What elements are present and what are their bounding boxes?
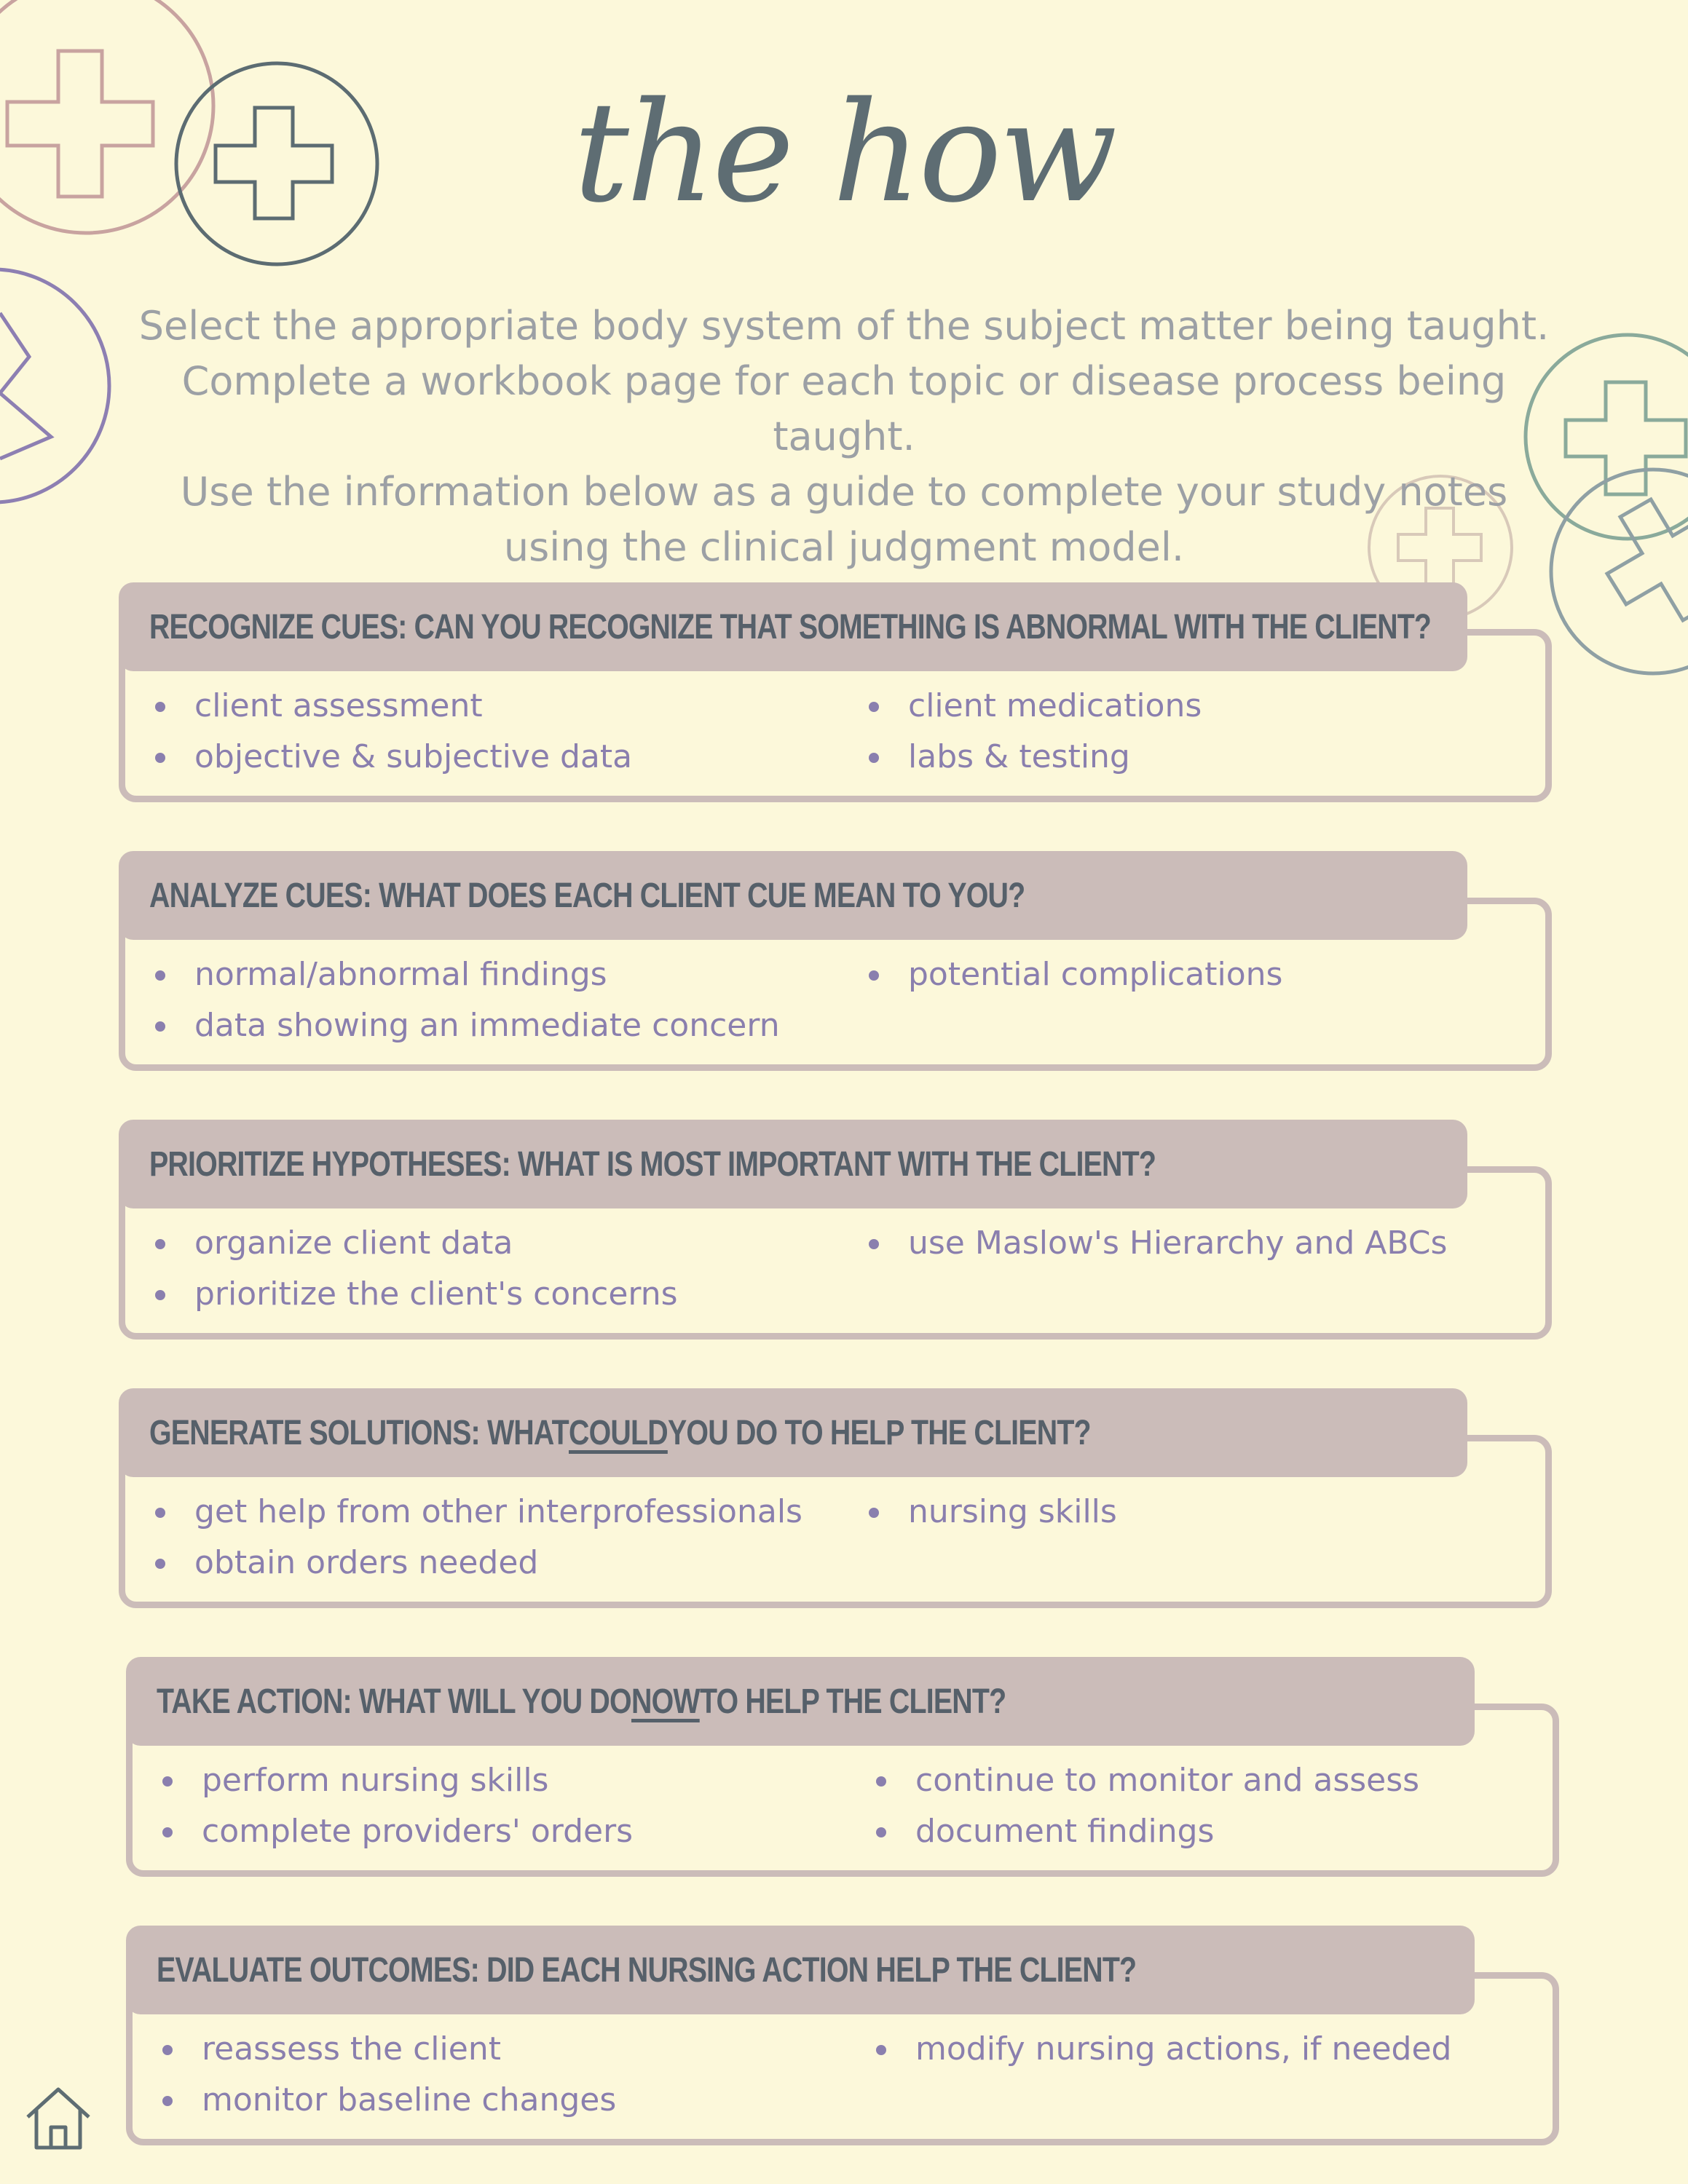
intro-line: Use the information below as a guide to complete your study notes xyxy=(180,469,1508,515)
list-item: modify nursing actions, if needed xyxy=(872,2027,1585,2071)
list-item: use Maslow's Hierarchy and ABCs xyxy=(864,1222,1578,1265)
step-bullets xyxy=(151,1490,1578,1585)
step-header-emphasis: NOW xyxy=(631,1682,700,1721)
list-item: reassess the client xyxy=(158,2027,872,2071)
step-header-text: EVALUATE OUTCOMES: DID EACH NURSING ACTION HELP THE CLIENT? xyxy=(157,1950,1137,1990)
step-header xyxy=(119,851,1467,940)
intro-text xyxy=(109,298,1579,575)
list-item: complete providers' orders xyxy=(158,1810,872,1853)
list-item: get help from other interprofessionals xyxy=(151,1490,864,1534)
intro-line: Select the appropriate body system of the subject matter being taught. xyxy=(138,303,1550,349)
list-item: continue to monitor and assess xyxy=(872,1759,1585,1803)
intro-line: Complete a workbook page for each topic or disease process being taught. xyxy=(181,358,1507,459)
list-item: monitor baseline changes xyxy=(158,2078,872,2122)
step-bullets xyxy=(151,684,1578,779)
step-bullets xyxy=(158,2027,1585,2122)
step-header xyxy=(126,1926,1475,2014)
step-header-text: GENERATE SOLUTIONS: WHAT xyxy=(149,1413,569,1452)
home-icon[interactable] xyxy=(22,2082,95,2155)
list-item: client medications xyxy=(864,684,1578,728)
list-item: prioritize the client's concerns xyxy=(151,1273,864,1316)
step-bullets xyxy=(151,1222,1578,1316)
list-item: organize client data xyxy=(151,1222,864,1265)
list-item: data showing an immediate concern xyxy=(151,1004,864,1048)
step-header-text-end: TO HELP THE CLIENT? xyxy=(699,1682,1006,1721)
step-bullets xyxy=(151,953,1578,1048)
list-item: objective & subjective data xyxy=(151,735,864,779)
list-item: obtain orders needed xyxy=(151,1541,864,1585)
list-item: document findings xyxy=(872,1810,1585,1853)
step-header-text: PRIORITIZE HYPOTHESES: WHAT IS MOST IMPORTANT WITH THE CLIENT? xyxy=(149,1144,1156,1184)
medical-cross-icon xyxy=(0,269,109,502)
list-item: normal/abnormal findings xyxy=(151,953,864,997)
list-item: perform nursing skills xyxy=(158,1759,872,1803)
page-title: the how xyxy=(573,72,1115,233)
list-item: nursing skills xyxy=(864,1490,1578,1534)
list-item: potential complications xyxy=(864,953,1578,997)
step-header xyxy=(119,1120,1467,1208)
step-header xyxy=(119,582,1467,671)
list-item: client assessment xyxy=(151,684,864,728)
step-header xyxy=(119,1388,1467,1477)
step-header-text: RECOGNIZE CUES: CAN YOU RECOGNIZE THAT SOMETHING IS ABNORMAL WITH THE CLIENT? xyxy=(149,607,1431,646)
list-item: labs & testing xyxy=(864,735,1578,779)
step-header-emphasis: COULD xyxy=(568,1413,668,1452)
intro-line: using the clinical judgment model. xyxy=(503,524,1185,570)
step-header-text: TAKE ACTION: WHAT WILL YOU DO xyxy=(157,1682,631,1721)
step-header-text: ANALYZE CUES: WHAT DOES EACH CLIENT CUE MEAN TO YOU? xyxy=(149,876,1025,915)
step-header xyxy=(126,1657,1475,1746)
step-bullets xyxy=(158,1759,1585,1853)
step-header-text-end: YOU DO TO HELP THE CLIENT? xyxy=(667,1413,1091,1452)
